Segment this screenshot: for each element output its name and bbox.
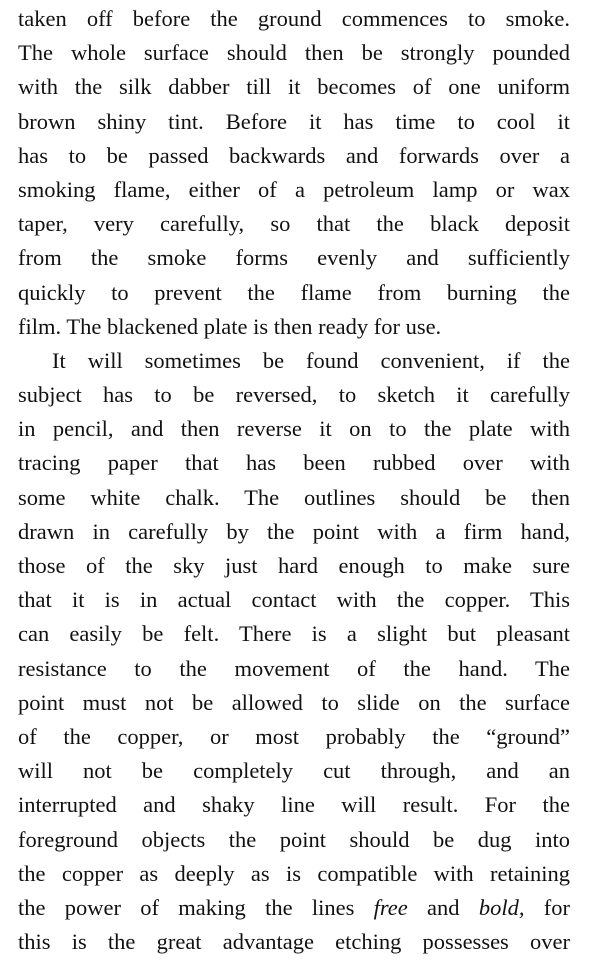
text-line: has to be passed backwards and forwards over a — [18, 142, 570, 168]
paragraph-2 — [18, 344, 570, 959]
text-line: It will sometimes be found convenient, if the — [52, 347, 570, 373]
text-line: those of the sky just hard enough to make sure — [18, 553, 570, 578]
text-line: taken off before the ground commences to smoke. — [18, 6, 570, 31]
text-line: can easily be felt. There is a slight but pleasant — [18, 621, 570, 647]
text-line: smoking flame, either of a petroleum lamp or wax — [18, 176, 570, 202]
text-line: will not be completely cut through, and an — [18, 758, 570, 784]
text-segment: the power of making the lines — [18, 894, 355, 920]
text-line: with the silk dabber till it becomes of one uniform — [18, 74, 570, 100]
text-line: drawn in carefully by the point with a firm hand, — [18, 518, 570, 544]
text-line: the copper as deeply as is compatible with retaining — [18, 860, 570, 886]
italic-word-free: free — [373, 894, 408, 920]
text-line: of the copper, or most probably the “ground” — [18, 723, 570, 749]
text-line: this is the great advantage etching possesses over — [18, 929, 570, 955]
italic-word-bold: bold, — [478, 894, 525, 920]
text-line: point must not be allowed to slide on the surface — [18, 689, 570, 715]
text-line: tracing paper that has been rubbed over with — [18, 450, 570, 476]
text-line: that it is in actual contact with the copper. This — [18, 587, 570, 613]
text-segment: and — [427, 894, 460, 920]
text-line: from the smoke forms evenly and sufficiently — [18, 245, 570, 271]
text-line: resistance to the movement of the hand. The — [18, 655, 570, 681]
text-segment: for — [543, 894, 570, 920]
text-line: some white chalk. The outlines should be then — [18, 484, 570, 510]
text-line: subject has to be reversed, to sketch it carefully — [18, 382, 570, 408]
paragraph-1 — [18, 2, 570, 344]
text-line: quickly to prevent the flame from burning the — [18, 279, 570, 305]
text-line: taper, very carefully, so that the black deposit — [18, 211, 570, 237]
text-line: foreground objects the point should be dug into — [18, 826, 570, 852]
text-line: brown shiny tint. Before it has time to cool it — [18, 108, 570, 134]
text-line: in pencil, and then reverse it on to the plate with — [18, 416, 570, 442]
document-page — [18, 2, 570, 959]
text-line: film. The blackened plate is then ready for use. — [18, 313, 442, 339]
text-line: The whole surface should then be strongly pounded — [18, 40, 570, 66]
text-line: interrupted and shaky line will result. For the — [18, 792, 570, 818]
text-line-with-italics — [18, 891, 570, 925]
